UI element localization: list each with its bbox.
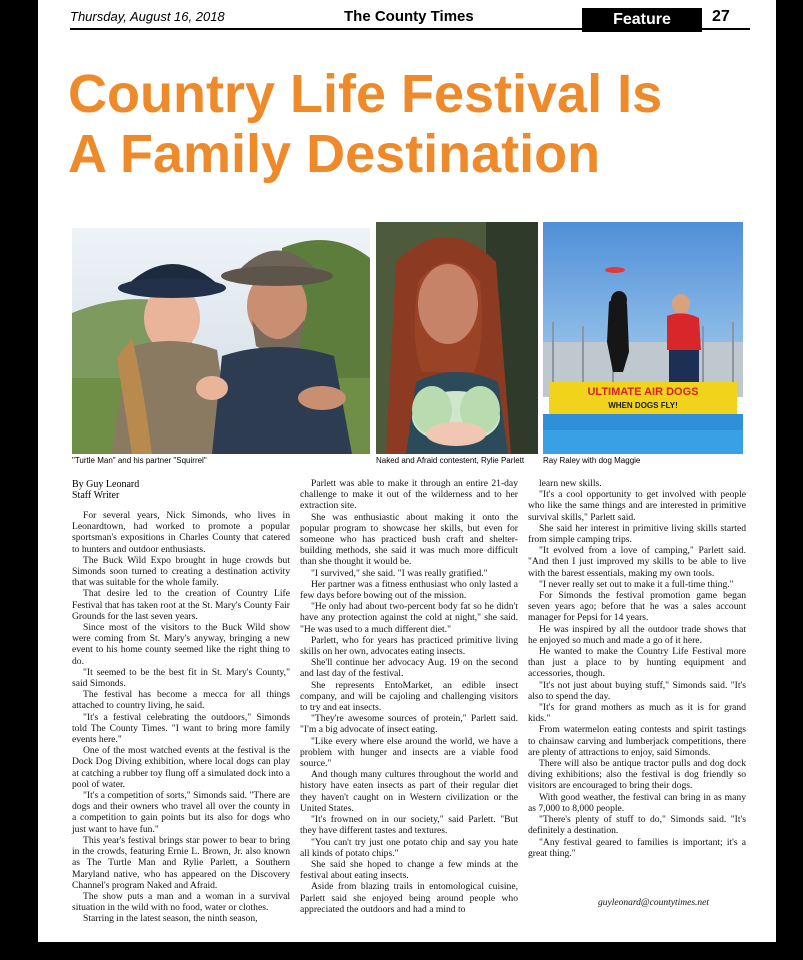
article-paragraph: "I survived," she said. "I was really gratified." bbox=[311, 567, 488, 579]
newspaper-name: The County Times bbox=[344, 8, 474, 25]
article-paragraph: Parlett was able to make it through an entire 21-day challenge to make it out of the wilderness and to her extraction site. bbox=[300, 478, 518, 512]
article-paragraph: "It's frowned on in our society," said Parlett. "But they have different tastes and textures. bbox=[300, 814, 518, 837]
article-paragraph: "It's a cool opportunity to get involved with people who like the same things and are interested in primitive survival skills," Parlett said. bbox=[528, 489, 746, 523]
article-paragraph: "It's for grand mothers as much as it is for grand kids." bbox=[528, 702, 746, 725]
article-paragraph: "It's not just about buying stuff," Simonds said. "It's also to spend the day. bbox=[528, 679, 746, 702]
article-column-3 bbox=[528, 478, 746, 859]
article-paragraph: Since most of the visitors to the Buck Wild show were coming from St. Mary's anyway, bringing a new event to his home county seemed like the right thing to do. bbox=[72, 622, 290, 667]
byline bbox=[72, 479, 139, 501]
headline-line-2: A Family Destination bbox=[68, 124, 601, 184]
article-paragraph: And though many cultures throughout the world and history have eaten insects as part of their regular diet they haven't caught on in Western civilization or the United States. bbox=[300, 769, 518, 814]
article-paragraph: For Simonds the festival promotion game began seven years ago; before that he was a sales account manager for Pepsi for 14 years. bbox=[528, 590, 746, 624]
article-paragraph: "You can't try just one potato chip and say you hate all kinds of potato chips." bbox=[300, 836, 518, 859]
article-paragraph: "It's a festival celebrating the outdoors," Simonds told The County Times. "I want to bring more family events here." bbox=[72, 711, 290, 746]
article-paragraph: For several years, Nick Simonds, who lives in Leonardtown, had worked to promote a popular sportsman's expositions in Charles County that catered to hunters and outdoor enthusiasts. bbox=[72, 510, 290, 555]
article-paragraph: "It seemed to be the best fit in St. Mary's County," said Simonds. bbox=[72, 666, 290, 690]
article-paragraph: learn new skills. bbox=[539, 478, 602, 489]
photo-rylie-parlett bbox=[376, 222, 538, 454]
article-paragraph: She said she hoped to change a few minds at the festival about eating insects. bbox=[300, 858, 518, 882]
article-paragraph: That desire led to the creation of Country Life Festival that has taken root at the St. Mary's County Fair Grounds for the last seven years. bbox=[72, 588, 290, 622]
article-paragraph: Starring in the latest season, the ninth season, bbox=[83, 913, 258, 925]
photo-caption-1: "Turtle Man" and his partner "Squirrel" bbox=[72, 456, 207, 465]
photo-caption-3: Ray Raley with dog Maggie bbox=[543, 456, 641, 465]
article-paragraph: With good weather, the festival can bring in as many as 7,000 to 8,000 people. bbox=[528, 791, 746, 814]
article-paragraph: "Any festival geared to families is important; it's a great thing." bbox=[528, 836, 746, 859]
issue-date: Thursday, August 16, 2018 bbox=[70, 9, 225, 24]
photo-caption-2: Naked and Afraid contestent, Rylie Parlett bbox=[376, 456, 525, 465]
headline bbox=[68, 64, 758, 184]
newspaper-page bbox=[38, 0, 776, 942]
turtle-man-image bbox=[72, 228, 370, 454]
article-paragraph: "It evolved from a love of camping," Parlett said. "And then I just improved my skills to be able to live with the barest essentials, making my own tools. bbox=[528, 545, 746, 579]
article-paragraph: "Like every where else around the world, we have a problem with hunger and insects are a viable food source." bbox=[300, 735, 518, 770]
article-paragraph: He wanted to make the Country Life Festival more than just a place to by hunting equipment and accessories, though. bbox=[528, 646, 746, 680]
photo-turtle-man bbox=[72, 228, 370, 454]
article-paragraph: Her partner was a fitness enthusiast who only lasted a few days before bowing out of the mission. bbox=[300, 578, 518, 602]
article-paragraph: "They're awesome sources of protein," Parlett said. "I'm a big advocate of insect eating. bbox=[300, 713, 518, 736]
banner-title: ULTIMATE AIR DOGS bbox=[587, 386, 699, 398]
article-paragraph: One of the most watched events at the festival is the Dock Dog Diving exhibition, where local dogs can play at catching a rubber toy flung off a simulated dock into a pool of water. bbox=[72, 745, 291, 790]
air-dogs-image bbox=[543, 222, 743, 454]
article-column-1 bbox=[72, 510, 290, 925]
article-paragraph: The Buck Wild Expo brought in huge crowds but Simonds soon turned to creating a destination activity that was suitable for the whole family. bbox=[72, 554, 290, 589]
article-paragraph: The show puts a man and a woman in a survival situation in the wild with no food, water or clothes. bbox=[72, 890, 290, 914]
article-paragraph: She said her interest in primitive living skills started from simple camping trips. bbox=[528, 522, 746, 546]
author-email[interactable]: guyleonard@countytimes.net bbox=[598, 898, 710, 908]
article-paragraph: Aside from blazing trails in entomological cuisine, Parlett said she enjoyed being around people who appreciated the outdoors and had a mind to bbox=[300, 881, 518, 915]
article-paragraph: "There's plenty of stuff to do," Simonds said. "It's definitely a destination. bbox=[528, 814, 746, 837]
author-role: Staff Writer bbox=[72, 490, 120, 501]
article-paragraph: This year's festival brings star power to bear to bring in the crowds, featuring Ernie L. Brown, Jr. also known as The Turtle Man and Rylie Parlett, a Southern Maryland native, who has appeared on the Discovery Channel's program Naked and Afraid. bbox=[72, 834, 290, 891]
article-paragraph: Parlett, who for years has practiced primitive living skills on her own, advocates eating insects. bbox=[300, 634, 518, 658]
article-paragraph: He was inspired by all the outdoor trade shows that he enjoyed so much and made a go of it here. bbox=[528, 623, 746, 646]
article-paragraph: "He only had about two-percent body fat so he didn't have any protection against the cold at night," she said. "He was used to a much different diet." bbox=[300, 601, 518, 635]
section-label: Feature bbox=[582, 8, 702, 32]
article-paragraph: She was enthusiastic about making it onto the popular program to showcase her skills, but even for someone who has practiced bush craft and shelter-building methods, she said it was much more difficult than she thought it would be. bbox=[300, 511, 518, 568]
page-header bbox=[70, 8, 750, 30]
photo-ray-raley bbox=[543, 222, 743, 454]
article-paragraph: "I never really set out to make it a full-time thing." bbox=[539, 578, 734, 590]
headline-line-1: Country Life Festival Is bbox=[68, 64, 663, 124]
author-name: By Guy Leonard bbox=[72, 479, 140, 490]
article-paragraph: From watermelon eating contests and spirit tastings to chainsaw carving and lumberjack competitions, there are plenty of attractions to enjoy, said Simonds. bbox=[528, 724, 746, 758]
article-paragraph: "It's a competition of sorts," Simonds said. "There are dogs and their owners who travel all over the county in a competition to gain points but its also for dogs who just want to have fun." bbox=[72, 790, 290, 835]
article-paragraph: She'll continue her advocacy Aug. 19 on the second and last day of the festival. bbox=[300, 657, 518, 680]
page-number: 27 bbox=[712, 8, 730, 25]
article-column-2 bbox=[300, 478, 518, 915]
article-paragraph: The festival has become a mecca for all things attached to country living, he said. bbox=[72, 689, 290, 712]
article-paragraph: She represents EntoMarket, an edible insect company, and will be cajoling and challenging visitors to try and eat insects. bbox=[300, 679, 518, 714]
rylie-parlett-image bbox=[376, 222, 538, 454]
article-paragraph: There will also be antique tractor pulls and dog dock diving exhibitions; also the festival is dog friendly so visitors are encouraged to bring their dogs. bbox=[528, 758, 746, 792]
banner-subtitle: WHEN DOGS FLY! bbox=[608, 401, 678, 410]
header-rule bbox=[70, 28, 750, 30]
